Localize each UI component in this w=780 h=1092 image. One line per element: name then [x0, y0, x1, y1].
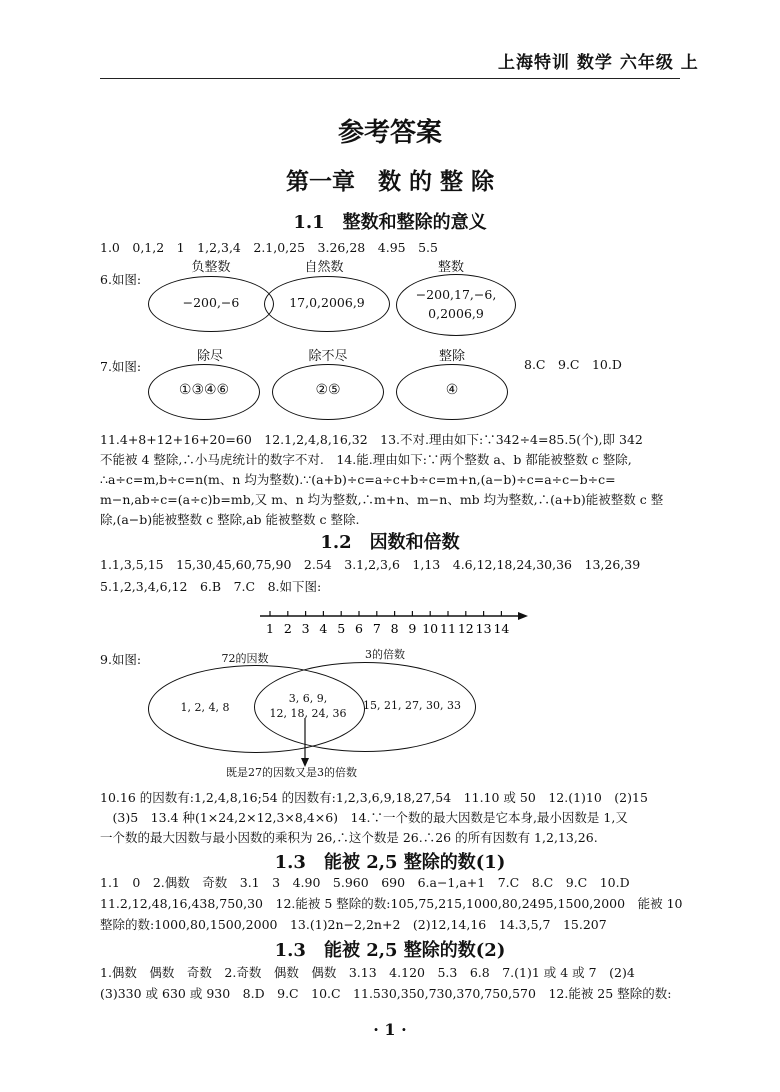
- q7-label: 7.如图:: [100, 359, 142, 374]
- number-line-label: 10: [422, 621, 439, 636]
- page-number: · 1 ·: [373, 1020, 407, 1039]
- number-line-label: 11: [440, 621, 456, 636]
- number-line: [250, 600, 540, 642]
- answer-line: 11.2,12,48,16,438,750,30 12.能被 5 整除的数:105,75,215,1000,80,2495,1500,2000 能被 10: [100, 896, 683, 911]
- set-caption: 整数: [437, 260, 464, 275]
- set-caption: 负整数: [191, 260, 231, 275]
- number-line-label: 3: [301, 621, 310, 636]
- number-line-label: 2: [283, 621, 292, 636]
- number-line-label: 12: [457, 621, 474, 636]
- number-line-label: 5: [337, 621, 346, 636]
- set-content: −200,−6: [182, 295, 240, 310]
- answer-line: 1.1,3,5,15 15,30,45,60,75,90 2.54 3.1,2,3,6 1,13 4.6,12,18,24,30,36 13,26,39: [100, 557, 641, 572]
- number-line-label: 1: [266, 621, 274, 636]
- answer-line: 10.16 的因数有:1,2,4,8,16;54 的因数有:1,2,3,6,9,18,27,54 11.10 或 50 12.(1)10 (2)15: [100, 790, 648, 805]
- document-title: 参考答案: [337, 118, 442, 148]
- venn-right-caption: 3的倍数: [365, 648, 405, 661]
- answer-line: 1.偶数 偶数 奇数 2.奇数 偶数 偶数 3.13 4.120 5.3 6.8 7.(1)1 或 4 或 7 (2)4: [100, 965, 635, 980]
- set-caption: 除尽: [196, 349, 223, 364]
- answer-line: 整除的数:1000,80,1500,2000 13.(1)2n−2,2n+2 (2)12,14,16 14.3,5,7 15.207: [100, 917, 607, 932]
- number-line-label: 8: [390, 621, 399, 636]
- answer-line: 一个数的最大因数与最小因数的乘积为 26,∴这个数是 26.∴26 的所有因数有 1,2,13,26.: [100, 830, 598, 845]
- q6-label: 6.如图:: [100, 272, 142, 287]
- answer-line: 除,(a−b)能被整数 c 整除,ab 能被整数 c 整除.: [100, 512, 360, 527]
- number-line-label: 7: [372, 621, 381, 636]
- venn-arrow: [298, 718, 312, 768]
- q9-label: 9.如图:: [100, 652, 142, 667]
- set-caption: 自然数: [304, 260, 344, 275]
- number-line-arrow: [518, 612, 528, 620]
- answer-line: 11.4+8+12+16+20=60 12.1,2,4,8,16,32 13.不对.理由如下:∵342÷4=85.5(个),即 342: [100, 432, 643, 447]
- answer-line: 5.1,2,3,4,6,12 6.B 7.C 8.如下图:: [100, 579, 322, 594]
- section-heading-1-1: 1.1 整数和整除的意义: [293, 212, 487, 233]
- number-line-label: 9: [408, 621, 417, 636]
- answer-line: ∴a÷c=m,b÷c=n(m、n 均为整数).∵(a+b)÷c=a÷c+b÷c=m+n,(a−b)÷c=a÷c−b÷c=: [100, 472, 616, 487]
- header-rule: [100, 78, 680, 79]
- venn-arrow-caption: 既是27的因数又是3的倍数: [226, 766, 357, 779]
- answer-line: 1.0 0,1,2 1 1,2,3,4 2.1,0,25 3.26,28 4.95 5.5: [100, 240, 438, 255]
- number-line-ticks: [266, 611, 509, 636]
- running-header: 上海特训 数学 六年级 上: [498, 53, 699, 73]
- set-content: ①③④⑥: [178, 382, 230, 398]
- venn-left-caption: 72的因数: [221, 652, 269, 665]
- set-content: ④: [445, 382, 459, 398]
- section-heading-1-3-2: 1.3 能被 2,5 整除的数(2): [274, 940, 506, 961]
- venn-left-only: 1, 2, 4, 8: [180, 701, 230, 714]
- answer-line: (3)330 或 630 或 930 8.D 9.C 10.C 11.530,350,730,370,750,570 12.能被 25 整除的数:: [100, 986, 672, 1001]
- venn-overlap: 12, 18, 24, 36: [269, 707, 347, 720]
- answer-line: (3)5 13.4 种(1×24,2×12,3×8,4×6) 14.∵一个数的最大因数是它本身,最小因数是 1,又: [100, 810, 628, 825]
- set-caption: 除不尽: [308, 349, 348, 364]
- q7-tail-answers: 8.C 9.C 10.D: [524, 357, 622, 372]
- number-line-label: 14: [493, 621, 510, 636]
- venn-overlap: 3, 6, 9,: [288, 692, 328, 705]
- set-caption: 整除: [438, 349, 465, 364]
- answer-line: 不能被 4 整除,∴小马虎统计的数字不对. 14.能.理由如下:∵两个整数 a、b 都能被整数 c 整除,: [100, 452, 632, 467]
- venn-right-only: 15, 21, 27, 30, 33: [363, 699, 461, 712]
- section-heading-1-3-1: 1.3 能被 2,5 整除的数(1): [274, 852, 506, 873]
- answer-line: 1.1 0 2.偶数 奇数 3.1 3 4.90 5.960 690 6.a−1,a+1 7.C 8.C 9.C 10.D: [100, 875, 630, 890]
- number-line-label: 13: [475, 621, 492, 636]
- chapter-title: 第一章 数 的 整 除: [285, 168, 495, 195]
- set-ellipse: [396, 274, 516, 336]
- section-heading-1-2: 1.2 因数和倍数: [320, 532, 460, 553]
- set-content: −200,17,−6,: [415, 287, 497, 302]
- set-content: ②⑤: [315, 382, 341, 398]
- set-content: 0,2006,9: [428, 306, 484, 321]
- set-content: 17,0,2006,9: [289, 295, 365, 310]
- answer-line: m−n,ab÷c=(a÷c)b=mb,又 m、n 均为整数,∴m+n、m−n、mb 均为整数,∴(a+b)能被整数 c 整: [100, 492, 664, 507]
- number-line-label: 6: [355, 621, 363, 636]
- number-line-label: 4: [319, 621, 328, 636]
